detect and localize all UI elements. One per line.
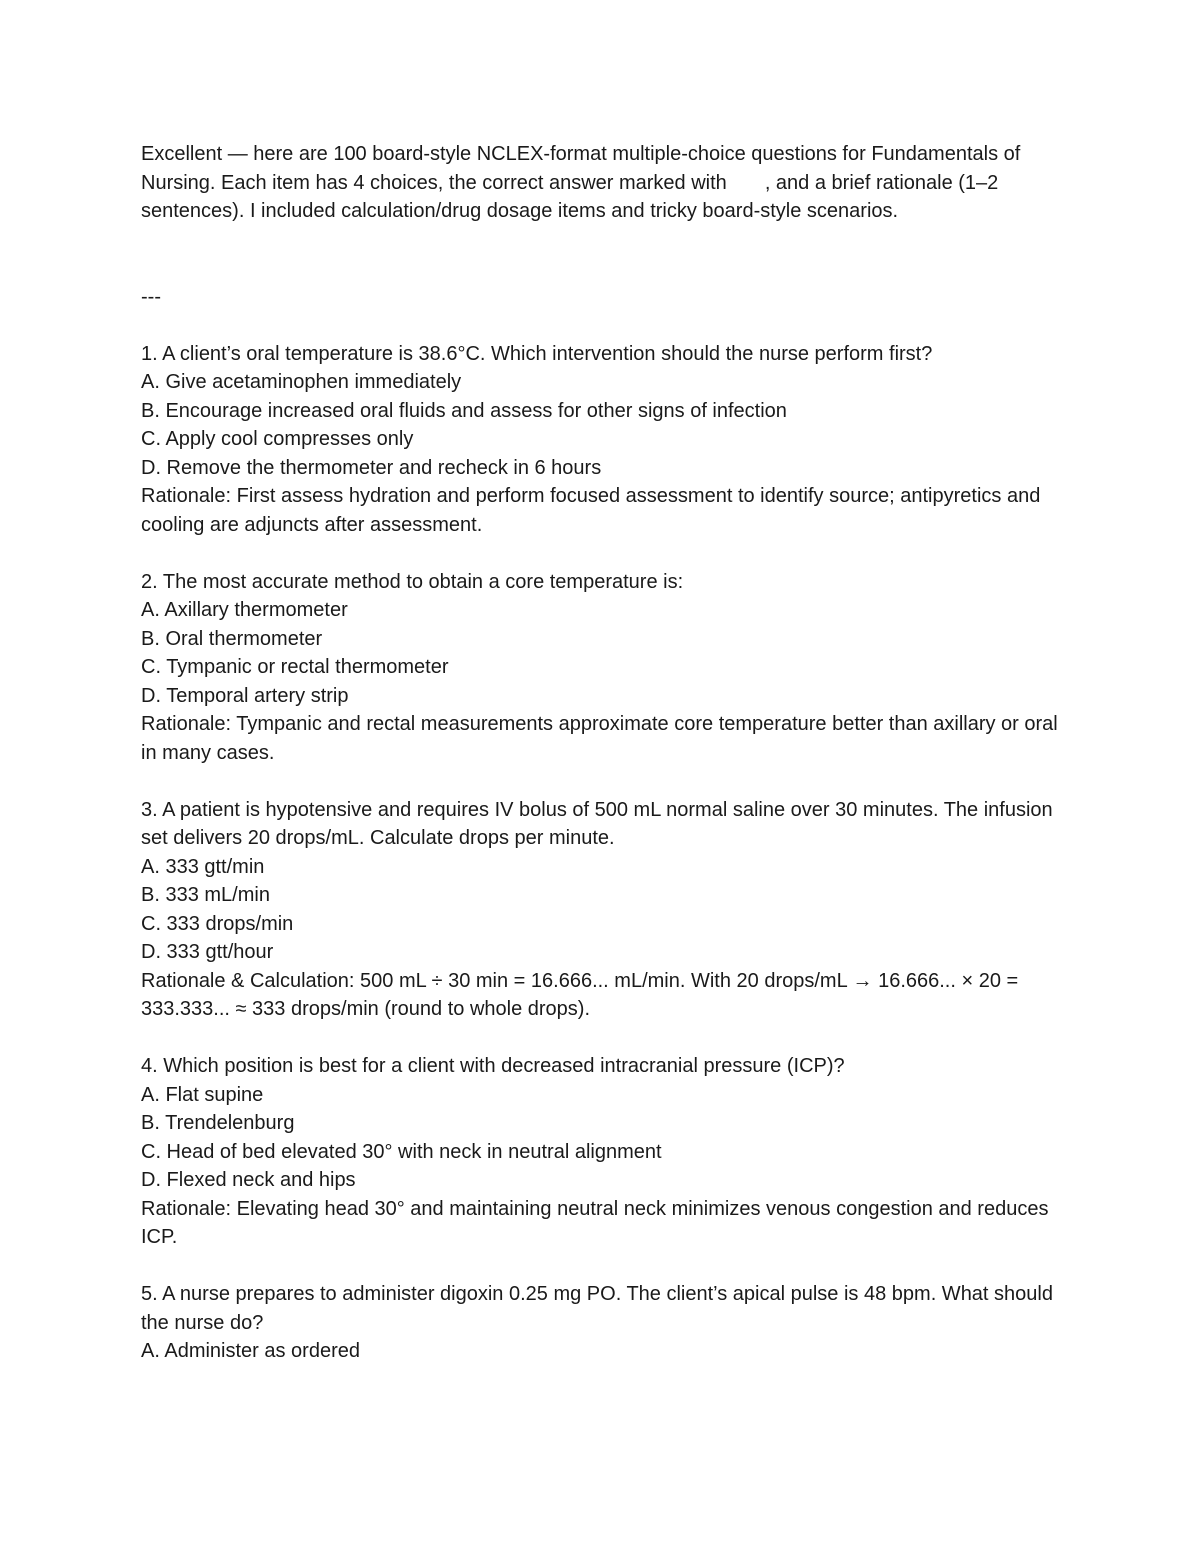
rationale-text: Rationale: First assess hydration and perform focused assessment to identify source; antipyretics and cooling are adjuncts after assessment. (141, 485, 1041, 536)
question-stem: 1. A client’s oral temperature is 38.6°C. Which intervention should the nurse perform first? (141, 342, 933, 365)
rationale-text: Rationale: Tympanic and rectal measurements approximate core temperature better than axillary or oral in many cases. (141, 713, 1058, 764)
rationale-text: Rationale: Elevating head 30° and maintaining neutral neck minimizes venous congestion and reduces ICP. (141, 1197, 1049, 1248)
question-stem: 4. Which position is best for a client with decreased intracranial pressure (ICP)? (141, 1055, 845, 1077)
answer-option-c: C. 333 drops/min (141, 912, 294, 935)
answer-option-d: D. Temporal artery strip (141, 684, 349, 707)
answer-option-c: C. Apply cool compresses only (141, 428, 414, 450)
question-2 (141, 568, 1071, 768)
answer-option-a: A. Axillary thermometer (141, 599, 348, 621)
separator-line: --- (141, 285, 161, 308)
answer-option-a: A. Administer as ordered (141, 1340, 360, 1362)
answer-option-b: B. Encourage increased oral fluids and assess for other signs of infection (141, 399, 787, 422)
question-4 (141, 1052, 1071, 1252)
blank-space (141, 226, 1071, 283)
answer-option-b: B. Oral thermometer (141, 627, 323, 650)
document-content (141, 140, 1071, 1394)
answer-option-d: D. Flexed neck and hips (141, 1169, 356, 1191)
answer-option-d: D. Remove the thermometer and recheck in 6 hours (141, 456, 602, 479)
question-1 (141, 340, 1071, 540)
answer-option-d: D. 333 gtt/hour (141, 941, 274, 963)
question-stem: 3. A patient is hypotensive and requires IV bolus of 500 mL normal saline over 30 minutes. The infusion set delivers 20 drops/mL. Calculate drops per minute. (141, 798, 1053, 849)
intro-text (141, 140, 1071, 226)
answer-option-c: C. Tympanic or rectal thermometer (141, 656, 449, 678)
question-stem: 2. The most accurate method to obtain a core temperature is: (141, 570, 684, 593)
answer-option-b: B. Trendelenburg (141, 1112, 295, 1134)
question-3 (141, 796, 1071, 1024)
blank-space (141, 311, 1071, 340)
answer-option-c: C. Head of bed elevated 30° with neck in neutral alignment (141, 1140, 662, 1163)
question-5 (141, 1280, 1071, 1366)
intro-paragraph (141, 140, 1071, 226)
answer-option-a: A. Flat supine (141, 1083, 264, 1106)
answer-option-a: A. 333 gtt/min (141, 855, 265, 878)
question-stem: 5. A nurse prepares to administer digoxin 0.25 mg PO. The client’s apical pulse is 48 bpm. What should the nurse do? (141, 1283, 1053, 1334)
answer-option-a: A. Give acetaminophen immediately (141, 371, 462, 393)
rationale-text: Rationale & Calculation: 500 mL ÷ 30 min = 16.666... mL/min. With 20 drops/mL → 16.666... × 20 = 333.333... ≈ 333 drops/min (round to whole drops). (141, 969, 1019, 1020)
answer-option-b: B. 333 mL/min (141, 884, 270, 906)
intro-text-after-mark: , and a brief rationale (1–2 sentences). I included calculation/drug dosage items and tricky board-style scenarios. (141, 171, 999, 222)
intro-text-before-mark: Excellent — here are 100 board-style NCLEX-format multiple-choice questions for Fundamentals of Nursing. Each item has 4 choices, the correct answer marked with (141, 143, 1021, 194)
